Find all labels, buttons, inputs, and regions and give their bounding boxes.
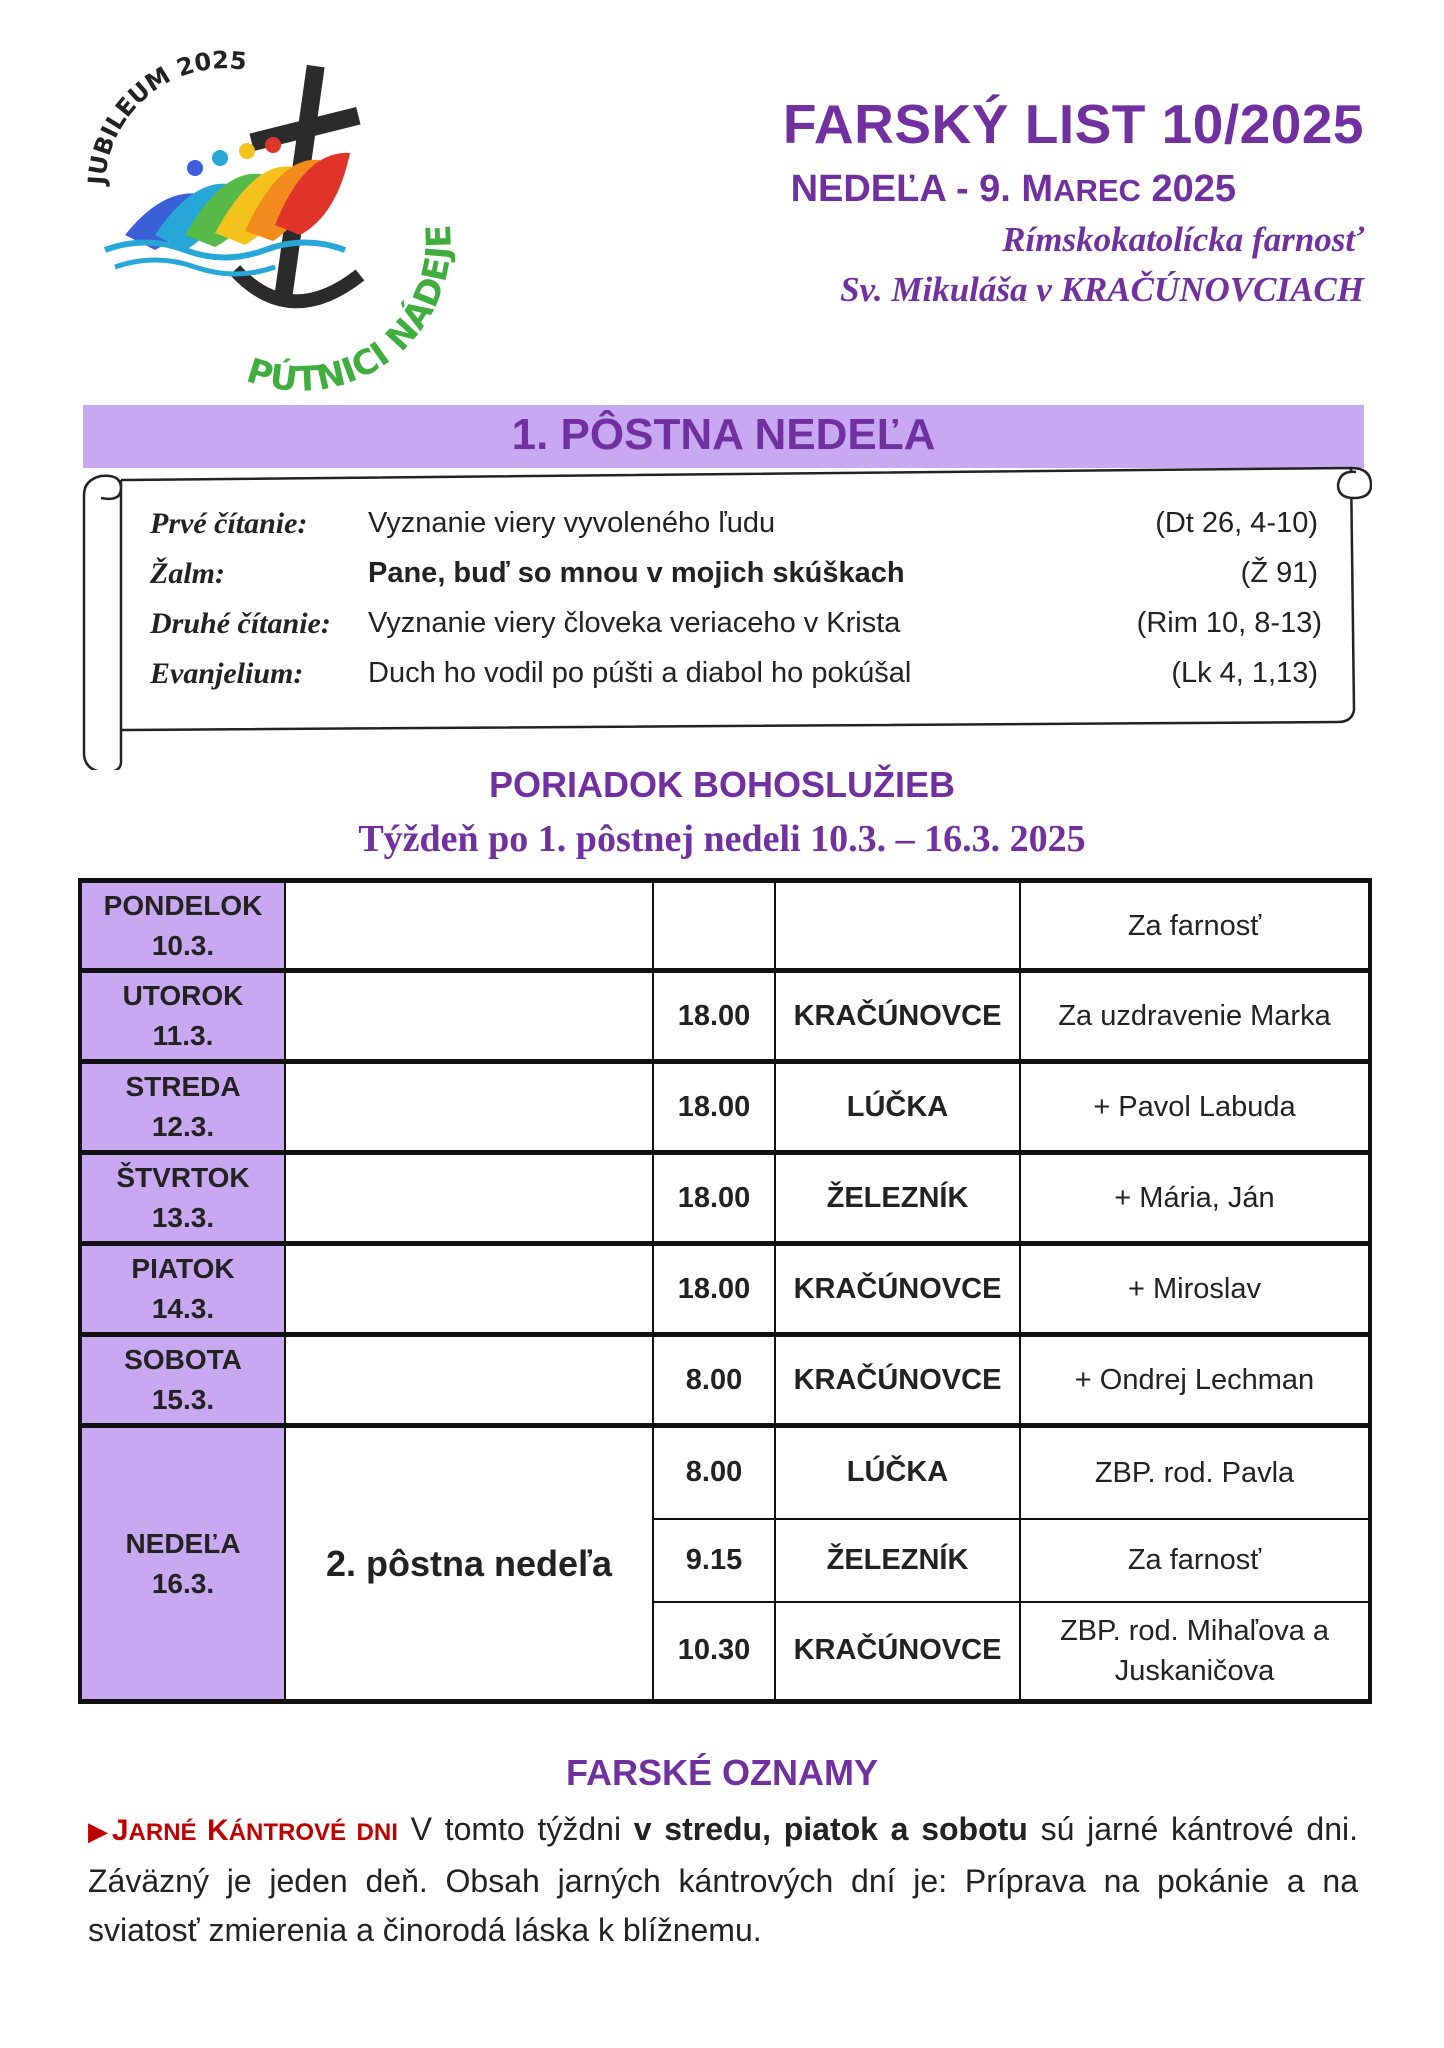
time-cell: 18.00	[653, 1244, 775, 1335]
day-date: 16.3.	[151, 1567, 215, 1599]
announcement-item	[88, 1805, 1358, 1955]
table-row-sunday	[80, 1426, 1370, 1519]
reading-label: Prvé čítanie:	[150, 507, 308, 540]
schedule-week: Týždeň po 1. pôstnej nedeli 10.3. – 16.3. 2025	[358, 818, 1086, 860]
day-name: PONDELOK	[103, 889, 263, 921]
kw-part: ÁNTROVÉ DNI	[228, 1819, 398, 1846]
day-cell	[80, 881, 285, 971]
time-cell: 8.00	[653, 1426, 775, 1519]
reading-text: Vyznanie viery vyvoleného ľudu	[368, 507, 776, 539]
place-cell: LÚČKA	[775, 1062, 1020, 1153]
intention-cell: Za farnosť	[1020, 1519, 1370, 1602]
intention-cell: Za farnosť	[1020, 881, 1370, 971]
reading-label: Druhé čítanie:	[150, 607, 331, 640]
intention-cell: ZBP. rod. Pavla	[1020, 1426, 1370, 1519]
mass-schedule-table	[78, 878, 1368, 1704]
time-cell: 18.00	[653, 971, 775, 1062]
day-cell	[80, 1244, 285, 1335]
bulletin-date	[791, 168, 1236, 211]
date-month-smallcaps: AREC	[1053, 173, 1141, 208]
place-cell: KRAČÚNOVCE	[775, 1244, 1020, 1335]
occasion-cell	[285, 1244, 653, 1335]
place-cell: KRAČÚNOVCE	[775, 1602, 1020, 1702]
occasion-cell	[285, 881, 653, 971]
intention-cell: + Pavol Labuda	[1020, 1062, 1370, 1153]
place-cell: LÚČKA	[775, 1426, 1020, 1519]
reading-text: Duch ho vodil po púšti a diabol ho pokúšal	[368, 657, 912, 689]
place-cell	[775, 881, 1020, 971]
parish-name-line2: Sv. Mikuláša v KRAČÚNOVCIACH	[840, 270, 1364, 309]
place-cell: ŽELEZNÍK	[775, 1153, 1020, 1244]
table-row	[80, 1335, 1370, 1426]
table-row	[80, 881, 1370, 971]
kw-part: K	[207, 1814, 229, 1847]
readings-scroll-frame	[76, 440, 1372, 770]
intention-cell: + Ondrej Lechman	[1020, 1335, 1370, 1426]
logo-jubilee-text: JUBILEUM 2025	[82, 46, 249, 186]
day-date: 13.3.	[151, 1202, 215, 1233]
time-cell	[653, 881, 775, 971]
bullet-triangle-icon: ▶	[88, 1816, 112, 1846]
time-cell: 9.15	[653, 1519, 775, 1602]
day-cell	[80, 1426, 285, 1702]
table-row	[80, 1153, 1370, 1244]
day-name: STREDA	[125, 1071, 241, 1102]
day-date: 12.3.	[151, 1111, 215, 1142]
jubilee-logo	[75, 35, 455, 395]
kw-part: ARNÉ	[128, 1819, 208, 1846]
day-date: 15.3.	[151, 1384, 215, 1415]
reading-ref: (Ž 91)	[1240, 557, 1318, 589]
announcements-heading: FARSKÉ OZNAMY	[565, 1752, 878, 1793]
announcement-text: sú jarné kántrové dni. Záväzný je jeden deň. Obsah jarných kántrových dní je: Príprava na pokánie a na sviatosť zmierenia a činorodá láska k blížnemu.	[88, 1811, 1359, 1948]
occasion-cell	[285, 1062, 653, 1153]
reading-label: Evanjelium:	[150, 657, 304, 690]
reading-ref: (Rim 10, 8-13)	[1136, 607, 1322, 639]
day-date: 14.3.	[151, 1293, 215, 1324]
parish-name-line1: Rímskokatolícka farnosť	[1002, 220, 1364, 259]
day-cell	[80, 1335, 285, 1426]
table-row	[80, 1062, 1370, 1153]
table-row	[80, 1244, 1370, 1335]
day-cell	[80, 971, 285, 1062]
occasion-cell	[285, 971, 653, 1062]
intention-line: Juskaničova	[1114, 1654, 1275, 1687]
time-cell: 8.00	[653, 1335, 775, 1426]
kw-part: J	[111, 1814, 129, 1847]
day-name: NEDEĽA	[125, 1527, 241, 1559]
time-cell: 10.30	[653, 1602, 775, 1702]
place-cell: KRAČÚNOVCE	[775, 971, 1020, 1062]
occasion-cell: 2. pôstna nedeľa	[285, 1426, 653, 1702]
reading-label: Žalm:	[150, 557, 225, 590]
schedule-heading: PORIADOK BOHOSLUŽIEB	[488, 764, 955, 805]
day-cell	[80, 1062, 285, 1153]
time-cell: 18.00	[653, 1153, 775, 1244]
day-name: SOBOTA	[124, 1344, 242, 1375]
time-cell: 18.00	[653, 1062, 775, 1153]
reading-text: Pane, buď so mnou v mojich skúškach	[368, 557, 905, 589]
intention-cell	[1020, 1602, 1370, 1702]
intention-cell: Za uzdravenie Marka	[1020, 971, 1370, 1062]
place-cell: KRAČÚNOVCE	[775, 1335, 1020, 1426]
date-year: 2025	[1140, 168, 1236, 210]
reading-ref: (Lk 4, 1,13)	[1171, 657, 1318, 689]
announcement-keyword	[112, 1814, 398, 1847]
announcement-text: V tomto týždni	[397, 1811, 634, 1847]
occasion-cell	[285, 1153, 653, 1244]
place-cell: ŽELEZNÍK	[775, 1519, 1020, 1602]
date-prefix: NEDEĽA - 9. M	[790, 168, 1054, 210]
logo-motto-text: PÚTNICI NÁDE	[242, 253, 455, 395]
reading-text: Vyznanie viery človeka veriaceho v Krista	[368, 607, 901, 639]
occasion-cell	[285, 1335, 653, 1426]
day-name: UTOROK	[122, 980, 244, 1011]
intention-cell: + Mária, Ján	[1020, 1153, 1370, 1244]
jubilee-logo-graphic	[75, 35, 455, 395]
intention-cell: + Miroslav	[1020, 1244, 1370, 1335]
day-date: 10.3.	[151, 929, 215, 961]
day-cell	[80, 1153, 285, 1244]
announcement-bold-text: v stredu, piatok a sobotu	[633, 1811, 1028, 1847]
intention-line: ZBP. rod. Mihaľova a	[1059, 1614, 1330, 1647]
day-date: 11.3.	[152, 1020, 214, 1051]
table-row	[80, 971, 1370, 1062]
sunday-title: 1. PÔSTNA NEDEĽA	[511, 410, 936, 459]
reading-ref: (Dt 26, 4-10)	[1155, 507, 1318, 539]
bulletin-title: FARSKÝ LIST 10/2025	[782, 93, 1364, 155]
day-name: PIATOK	[131, 1253, 235, 1284]
day-name: ŠTVRTOK	[116, 1162, 250, 1193]
